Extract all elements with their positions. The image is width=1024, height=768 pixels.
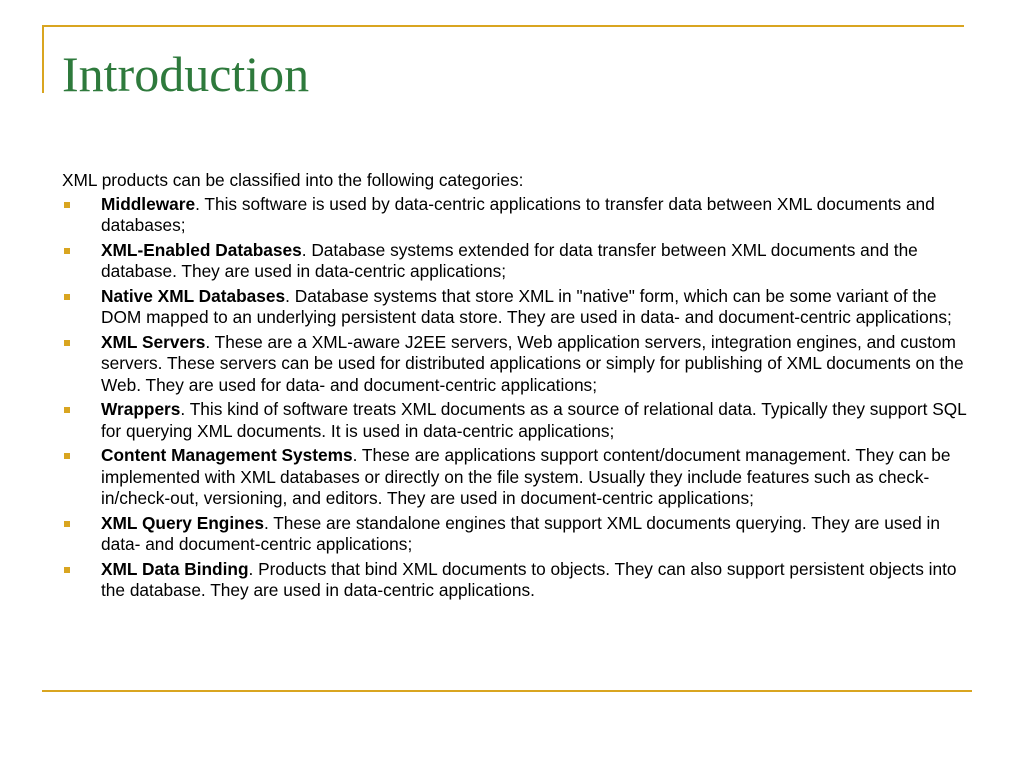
square-bullet-icon [64, 202, 70, 208]
list-item [62, 559, 967, 602]
item-description: . These are applications support content/document management. They can be implemented with XML databases or directly on the file system. Usually they include features such as check-in/check-out, versioning, and editors. They are used in document-centric applications; [101, 445, 951, 508]
square-bullet-icon [64, 453, 70, 459]
item-description: . Products that bind XML documents to objects. They can also support persistent objects into the database. They are used in data-centric applications. [101, 558, 957, 600]
slide-body [62, 170, 967, 605]
item-description: . These are standalone engines that support XML documents querying. They are used in data- and document-centric applications; [101, 512, 940, 554]
item-description: . This software is used by data-centric applications to transfer data between XML documents and databases; [101, 193, 935, 235]
item-description: . This kind of software treats XML documents as a source of relational data. Typically they support SQL for querying XML documents. It is used in data-centric applications; [101, 399, 967, 441]
frame-left-rule [42, 25, 44, 93]
list-item [62, 194, 967, 237]
item-description: . These are a XML-aware J2EE servers, Web application servers, integration engines, and custom servers. These servers can be used for distributed applications or simply for publishing of XML documents on the Web. They are used for data- and document-centric applications; [101, 331, 964, 395]
frame-bottom-rule [42, 690, 972, 692]
category-list [62, 194, 967, 602]
item-description: . Database systems that store XML in "native" form, which can be some variant of the DOM mapped to an underlying persistent data store. They are used in data- and document-centric applications; [101, 285, 952, 327]
square-bullet-icon [64, 567, 70, 573]
item-term: Native XML Databases [101, 285, 286, 306]
item-term: XML-Enabled Databases [101, 239, 302, 260]
square-bullet-icon [64, 340, 70, 346]
item-term: Wrappers [101, 399, 181, 419]
item-description: . Database systems extended for data transfer between XML documents and the database. They are used in data-centric applications; [101, 239, 918, 281]
item-term: XML Data Binding [101, 558, 249, 579]
list-item [62, 332, 967, 397]
frame-top-rule [42, 25, 964, 27]
slide-title: Introduction [62, 46, 310, 102]
item-term: XML Servers [101, 331, 206, 352]
square-bullet-icon [64, 521, 70, 527]
list-item [62, 513, 967, 556]
square-bullet-icon [64, 407, 70, 413]
intro-text: XML products can be classified into the following categories: [62, 170, 524, 190]
item-term: XML Query Engines [101, 512, 264, 533]
square-bullet-icon [64, 294, 70, 300]
list-item [62, 445, 967, 510]
list-item [62, 399, 967, 442]
item-term: Content Management Systems [101, 445, 353, 465]
square-bullet-icon [64, 248, 70, 254]
list-item [62, 240, 967, 283]
list-item [62, 286, 967, 329]
item-term: Middleware [101, 193, 196, 214]
